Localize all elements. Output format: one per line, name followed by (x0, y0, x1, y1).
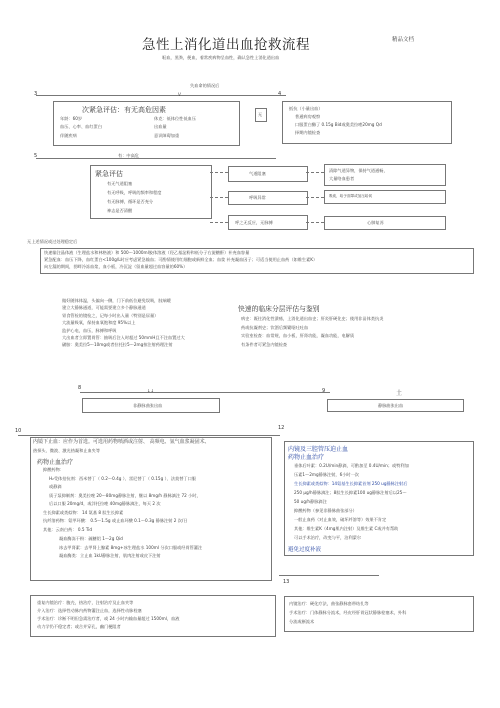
bottom-left-line-2: 手术治疗：诊断不明但急需治疗者，或 24 小时内输血量超过 1500ml，血液 (37, 616, 180, 621)
bottom-right-line-1: 手术治疗：门体静脉分流术，经皮经肝胃冠状静脉栓塞术，外科 (289, 610, 407, 615)
right-mid-title: 快速的临床分层评估与鉴别 (238, 305, 320, 313)
step-10-line-11: 凝血酶冻干粉：硫糖铝 1～2g Qid (59, 536, 123, 541)
step-5-title: 紧急评估 (95, 170, 123, 178)
step-8-arrow: ↓↓ (147, 388, 155, 393)
arrow-v: V (178, 92, 181, 97)
step-12-foot: 避免过度补液 (288, 547, 322, 553)
connector-airway (210, 172, 228, 173)
step-10-line-6: 质子泵抑制剂：奥美拉唑 20～80mg静脉注射，继以 8mg/h 静脉滴注 72 小时， (49, 493, 201, 498)
connector-breathing-right (306, 197, 324, 198)
right-mid-line-0: 病史：既往消化性溃疡，上消化道出血史；肝炎肝硬化史；使用非甾体类抗炎 (241, 316, 384, 321)
left-mid-line-6: 磺胺：奥美拉5～10mg或者拉托拉5～2mg按注射药理注射 (62, 342, 173, 348)
step-3-right-1: 出血量 (154, 124, 167, 129)
step-13-number: 13 (283, 579, 290, 585)
step-5-line-2: 有无脉搏，循环是否充分 (107, 199, 154, 204)
step-10-line-2: 药物止血治疗 (37, 459, 74, 466)
step-12-box (284, 441, 474, 556)
step-10-line-1: 热探头、微波、激光热凝和止血夹等 (33, 448, 101, 453)
step-9-arrow: 土 (396, 390, 403, 397)
airway-action-0: 清除气道异物，保持气道通畅， (329, 168, 388, 173)
wide-line-0: 快速输注晶体液（生理盐水和林格液）和 500～1000ml胶体溶液（羟乙基淀粉和低分子右旋糖酐）补充血容量 (44, 250, 250, 255)
left-mid-block (62, 298, 185, 348)
step-10-line-4: H₂受体拮抗剂：西米替丁（ 0.2～0.4g ）、雷尼替丁（ 0.15g ）、法莫替丁口服 (49, 476, 196, 481)
airway-action-1: 大量咯血患者 (329, 176, 355, 181)
wide-line-2: 向左漏的期间，拐畔冷冻血浆，血小板，冷沉淀（留血量超过血容量的60%） (44, 264, 188, 269)
left-mid-line-1: 建立大静脉通道，可能需要建立多个静脉通道 (62, 305, 146, 311)
bottom-left-box (30, 595, 276, 637)
step-5-line-1: 有无呼吸，呼吸的频率和程度 (107, 190, 162, 195)
circulation-action-box (324, 216, 446, 230)
step-12-line-5: 抑酸药物（参见非静脉曲张部分） (294, 508, 357, 513)
step-4-number: 4 (278, 91, 282, 97)
step-12-head-2: 药物止血治疗 (288, 454, 325, 461)
step-4-box (282, 101, 452, 144)
step-8-9-line (80, 392, 330, 393)
step-12-line-2: 生长抑素或类似物：14氨基生长抑素首剂 250 ug静脉注射后 (294, 481, 408, 486)
wide-box (40, 248, 474, 274)
step-10-number: 10 (15, 428, 22, 434)
step-9-label: 静脉曲张出血 (378, 403, 404, 408)
step-10-line-5: 或静滴 (49, 484, 62, 489)
bottom-left-line-0: 重复内镜治疗：腹壳，热治疗，注射治疗及止血夹等 (37, 600, 134, 605)
top-split-line (36, 95, 286, 96)
no-risk-arrow-box (255, 108, 267, 122)
step-10-box (30, 437, 272, 581)
circulation-action: 心肺复苏 (367, 220, 384, 225)
airway-action-box (324, 164, 446, 186)
step-10-12-line (18, 435, 280, 436)
wide-line-1: 紧急配血：血压下降，血红蛋白<100g/L时应考虑紧急输血；可酌情使用红细胞或新鲜全血；血浆 补充凝血因子；可适当使用止血药（如维生素K） (44, 257, 318, 262)
page-title: 急性上消化道出血抢救流程 (142, 37, 310, 53)
step-12-line-7: 其他：维生素K（4mg肌内注射）及维生素 C或并有帮助 (294, 526, 399, 531)
step-5-number: 5 (34, 153, 38, 159)
step-5-box (90, 165, 212, 219)
breathing-label: 呼吸异常 (249, 195, 266, 200)
breathing-action: 吸痰，给予面罩或加压给氧 (329, 194, 373, 198)
step-12-line-3: 250 μg/h静脉滴注；8肽生长抑素100 ug静脉注射后以25～ (294, 490, 407, 495)
step-9-box (327, 399, 464, 412)
step-5-line (36, 158, 276, 159)
wide-title: 无上述情况或过处理稳定后 (27, 239, 78, 244)
doc-label: 精品文档 (392, 37, 415, 43)
no-risk-label: 无 (258, 112, 263, 117)
airway-label: 气道阻塞 (249, 171, 266, 176)
connector-breathing (210, 197, 228, 198)
step-3-box (53, 101, 240, 146)
left-mid-line-5: 大出血者立即置胃管：抽吸后注入时超过 50mmH且不注血置过大 (62, 334, 185, 340)
step-3-title: 次紧急评估：有无高危因素 (82, 106, 166, 114)
bottom-right-line-0: 内镜治疗：硬化疗法，曲张静脉套带结扎等 (289, 601, 369, 606)
left-mid-line-2: 胃食管检的镜检之，记每小时出入量（特别是尿量） (62, 312, 159, 318)
top-flow-label: 失血命的情况后 (190, 83, 220, 88)
circulation-box (228, 215, 308, 230)
left-mid-line-0: 做好随体体温，头偏向一侧，门下前低位避免误吸，肢端暖 (62, 298, 171, 303)
step-5-line-3: 神志是否清醒 (107, 208, 133, 213)
airway-box (228, 166, 308, 182)
step-9-number: 9 (322, 388, 326, 394)
step-4-line-1: 普通病房观察 (295, 114, 321, 119)
step-13-line (279, 575, 379, 576)
step-10-line-10: 其他：云南白药： 0.5 Tid (43, 527, 93, 532)
step-4-line-3: 择期内镜检查 (295, 130, 321, 135)
circulation-label: 呼之无反应，无脉搏 (235, 220, 273, 225)
step-4-line-2: 口服蛋白酶了 0.15g Bid或奥美拉唑20mg Qd (295, 122, 382, 127)
right-mid-line-3: 有条件者可紧急内镜检查 (241, 341, 288, 347)
step-3-number: 3 (34, 91, 38, 97)
step-3-left-1: 血压、心率、血红蛋白 (60, 124, 102, 129)
left-mid-line-3: 大流量吸氧，保持血氧饱和度 95%以上 (62, 320, 136, 326)
step-10-line-12: 冰去甲肾素：去甲肾上腺素 8mg+冰生理盐水 100ml 分次口服或经胃管灌注 (59, 545, 203, 550)
step-3-left-2: 伴随疾病 (60, 133, 77, 138)
step-12-line-8: 可以手术治疗，改变与平，泊利蒙尔 (294, 535, 362, 540)
connector-airway-right (306, 172, 324, 173)
step-3-right-2: 意识障碍加重 (154, 133, 180, 138)
step-3-right-0: 休克：低体位性低血压 (154, 116, 196, 121)
breathing-box (228, 191, 308, 205)
right-mid-block (241, 316, 383, 347)
step-10-line-0: 内镜下止血：应作为首选。可选用药物喷洒或注射、 高频电、氩气血浆凝固术、 (33, 439, 210, 445)
step-10-line-8: 生长抑素或类似物： 14 氨基 8 肽生长抑素 (43, 510, 124, 515)
step-12-number: 12 (278, 425, 285, 431)
right-mid-line-1: 药或抗凝剂史；饮酒后频繁呕吐吐血 (241, 324, 309, 330)
left-mid-line-4: 监护心电，血压，脉搏和呼吸 (62, 327, 117, 333)
bottom-left-line-1: 介入治疗：选择性动脉内药物灌注止血，选择性动脉栓塞 (37, 608, 142, 613)
breathing-action-box (324, 190, 446, 204)
step-12-line-0: 垂体后叶素：0.2U/min静滴，可酌加至 0.4U/min；或特利加 (294, 463, 409, 468)
bottom-right-box (284, 596, 474, 632)
connector-circulation (210, 222, 228, 223)
step-10-line-7: 后以口服 20mg/d，或泮托拉唑 40mg静脉滴注，每天 2 次 (49, 501, 161, 506)
step-12-line-6: 一般止血药（对止血效，破坏纤溶等）效果不肯定 (294, 517, 387, 522)
step-5-label: 有：中高危 (118, 153, 139, 158)
step-12-head-1: 内镜及三腔管压迫止血 (288, 446, 349, 453)
step-8-label: 非静脉曲张出血 (133, 403, 163, 408)
step-4-line-0: 抵抗（小量出血） (289, 106, 323, 111)
step-10-line-9: 抗纤溶药物：氨甲环酸： 0.5～1.5g 或止血环酸 0.1～0.3g 静脉注射 2 次/日 (43, 518, 188, 523)
right-mid-line-2: 实验室检查：血常规，血小板，肝肾功能，凝血功能，电解质 (241, 333, 355, 339)
step-12-line-1: 压素1～2mg静脉注射，6小时一次 (294, 472, 359, 477)
step-12-line-4: 50 ug/h静脉滴注 (294, 499, 327, 504)
page-subtitle: 呕血，黑粪，便血，着常疾病物呈血性，确认急性上消化道出血 (162, 55, 280, 60)
bottom-left-line-3: 动力学仍不稳定者；或合并穿孔，幽门梗阻者 (37, 624, 121, 629)
bottom-right-line-2: 分流或断流术 (289, 619, 315, 624)
step-8-number: 8 (78, 385, 82, 391)
step-10-line-13: 凝血酶类：立止血 1kU静脉注射，肌肉注射或皮下注射 (59, 553, 161, 558)
step-10-line-3: 抑酸药物： (43, 467, 64, 472)
step-8-box (82, 398, 220, 413)
connector-circulation-right (306, 222, 324, 223)
step-3-left-0: 年龄：60岁 (60, 116, 83, 121)
step-5-line-0: 有无气道阻塞 (107, 181, 133, 186)
